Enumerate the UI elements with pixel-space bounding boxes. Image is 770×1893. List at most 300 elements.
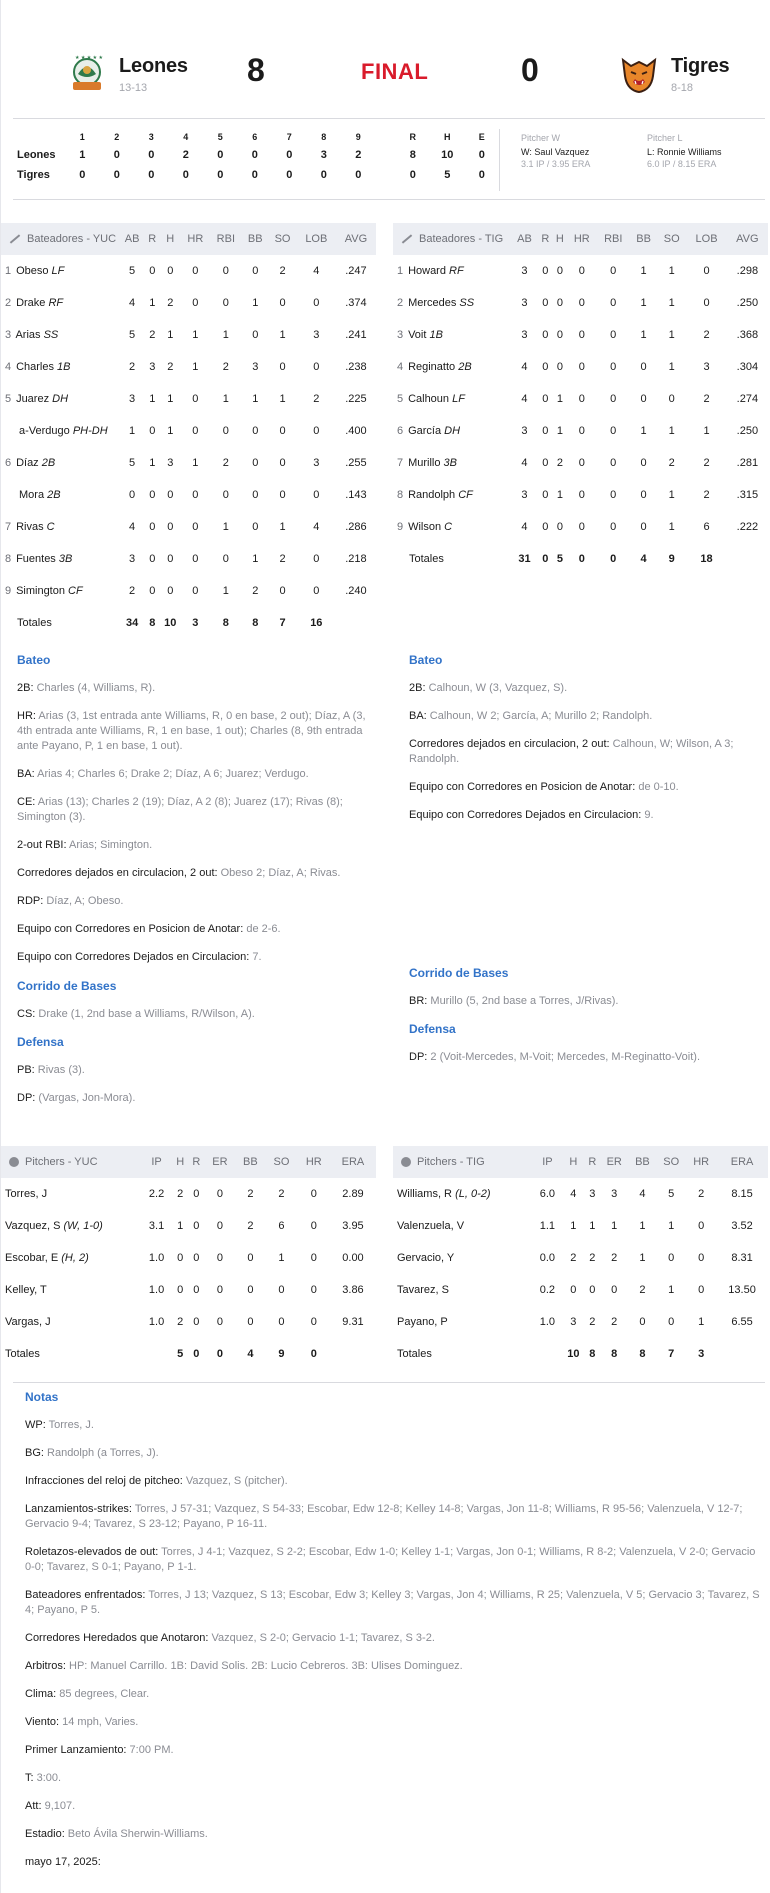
- player-cell[interactable]: [1, 511, 119, 543]
- player-name[interactable]: Rivas: [16, 521, 44, 533]
- stat-cell: 1: [192, 361, 199, 373]
- note-label: Att:: [25, 1800, 42, 1812]
- table-row: [1, 255, 376, 287]
- column-header[interactable]: SO: [663, 233, 680, 245]
- batting-title-text: Bateadores - YUC: [27, 233, 117, 245]
- player-name[interactable]: Howard: [408, 265, 446, 277]
- stat-cell: 0: [310, 1188, 317, 1200]
- table-row: [393, 1306, 768, 1338]
- pitcher-name[interactable]: Vargas, J: [5, 1316, 51, 1328]
- player-name[interactable]: Díaz: [16, 457, 39, 469]
- stat-cell: 0: [177, 1252, 184, 1264]
- player-cell[interactable]: [393, 255, 511, 287]
- batting-order: 3: [397, 329, 404, 341]
- totals-cell: 3: [698, 1348, 705, 1360]
- note-value: 9.: [641, 809, 654, 821]
- stat-cell: 1: [252, 553, 259, 565]
- pitcher-cell[interactable]: [1, 1242, 141, 1274]
- column-header[interactable]: BB: [635, 1156, 650, 1168]
- column-header[interactable]: H: [176, 1156, 185, 1168]
- player-position: 2B: [47, 489, 61, 501]
- column-header[interactable]: HR: [573, 233, 590, 245]
- player-position: DH: [444, 425, 461, 437]
- player-cell[interactable]: [393, 319, 511, 351]
- column-header[interactable]: RBI: [604, 233, 623, 245]
- stat-cell: 3: [521, 425, 528, 437]
- column-header[interactable]: AVG: [736, 233, 759, 245]
- stat-cell: 6: [703, 521, 710, 533]
- table-row: [1, 415, 376, 447]
- note-value: Rivas (3).: [34, 1064, 85, 1076]
- stat-cell: .241: [345, 329, 367, 341]
- stat-cell: 1: [668, 1220, 675, 1232]
- player-cell[interactable]: [1, 319, 119, 351]
- home-team-name: Tigres: [671, 54, 730, 77]
- player-cell[interactable]: [1, 415, 119, 447]
- stat-cell: 0: [578, 521, 585, 533]
- note-label: RDP:: [17, 895, 44, 907]
- player-cell[interactable]: [1, 383, 119, 415]
- pitcher-name[interactable]: Payano, P: [397, 1316, 448, 1328]
- inning-score: 0: [148, 169, 155, 181]
- stat-cell: .247: [345, 265, 367, 277]
- totals-cell: 34: [125, 617, 139, 629]
- section-title: Defensa: [409, 1022, 456, 1036]
- errors-header: E: [478, 132, 485, 142]
- column-header[interactable]: LOB: [305, 233, 328, 245]
- table-row: [1, 383, 376, 415]
- player-name[interactable]: Wilson: [408, 521, 442, 533]
- stat-cell: 1: [639, 1252, 646, 1264]
- stat-cell: 2: [570, 1252, 577, 1264]
- note-label: Equipo con Corredores Dejados en Circulacion:: [409, 809, 642, 821]
- player-name[interactable]: García: [408, 425, 442, 437]
- stat-cell: 1: [556, 393, 563, 405]
- stat-cell: 4: [521, 393, 528, 405]
- stat-cell: 3: [521, 265, 528, 277]
- pitcher-cell[interactable]: [393, 1274, 533, 1306]
- note-label: WP:: [25, 1419, 46, 1431]
- note-item: [409, 808, 764, 823]
- batting-order: 8: [397, 489, 404, 501]
- stat-cell: 1: [668, 521, 675, 533]
- column-header[interactable]: BB: [636, 233, 651, 245]
- stat-cell: 1: [177, 1220, 184, 1232]
- stat-cell: .143: [345, 489, 367, 501]
- column-header[interactable]: ER: [212, 1156, 228, 1168]
- note-item: [17, 795, 372, 825]
- player-cell[interactable]: [393, 383, 511, 415]
- table-row: [1, 1274, 376, 1306]
- stat-cell: 1: [222, 585, 229, 597]
- totals-cell: 4: [247, 1348, 254, 1360]
- note-value: Arias (3, 1st entrada ante Williams, R, 0 en base, 2 out); Díaz, A (3, 4th entrada ante Williams, R, 1 en base, 1 out); Charles (8, 9th entrada ante Payano, P, 1 en base, 1 out).: [17, 710, 366, 752]
- hits-total: 10: [441, 149, 454, 161]
- note-item: [17, 950, 372, 965]
- batting-order: 1: [397, 265, 404, 277]
- inning-header: 8: [321, 132, 327, 142]
- player-name[interactable]: Calhoun: [408, 393, 450, 405]
- player-cell[interactable]: [1, 351, 119, 383]
- note-label: BA:: [409, 710, 427, 722]
- stat-cell: 1: [167, 425, 174, 437]
- player-position: 2B: [41, 457, 56, 469]
- stat-cell: .400: [345, 425, 367, 437]
- stat-cell: 0: [279, 361, 286, 373]
- player-cell[interactable]: [1, 543, 119, 575]
- totals-cell: 0: [610, 553, 617, 565]
- stat-cell: 0: [640, 521, 647, 533]
- winning-pitcher-name: W: Saul Vazquez: [521, 147, 590, 157]
- column-header[interactable]: HR: [305, 1156, 322, 1168]
- stat-cell: .255: [345, 457, 367, 469]
- pitcher-name[interactable]: Escobar, E: [5, 1252, 59, 1264]
- stat-cell: 0: [610, 521, 617, 533]
- stat-cell: 1: [192, 329, 199, 341]
- note-value: Arias (13); Charles 2 (19); Díaz, A 2 (8); Juarez (17); Rivas (8); Simington (3).: [17, 796, 343, 823]
- inning-header: 1: [79, 132, 85, 142]
- note-value: Obeso 2; Díaz, A; Rivas.: [217, 867, 341, 879]
- stat-cell: 1: [668, 489, 675, 501]
- totals-cell: [727, 543, 768, 575]
- column-header[interactable]: H: [555, 233, 564, 245]
- totals-cell: [533, 1338, 562, 1370]
- batting-order: 4: [397, 361, 404, 373]
- stat-cell: 2: [167, 361, 174, 373]
- linescore-team: Leones: [17, 149, 56, 161]
- pitching-table-header: [1, 1146, 376, 1178]
- stat-cell: 0: [639, 1316, 646, 1328]
- batting-table-header: [1, 223, 376, 255]
- player-position: 1B: [57, 361, 71, 373]
- player-position: CF: [68, 585, 83, 597]
- away-team[interactable]: [65, 52, 188, 96]
- batting-order: 5: [5, 393, 12, 405]
- stat-cell: 0: [279, 585, 286, 597]
- stat-cell: 4: [521, 457, 528, 469]
- stat-cell: 0: [279, 425, 286, 437]
- pitcher-name[interactable]: Vazquez, S: [5, 1220, 61, 1232]
- stat-cell: 0: [668, 1316, 675, 1328]
- note-label: Equipo con Corredores en Posicion de Anotar:: [409, 781, 636, 793]
- stat-cell: 0: [578, 425, 585, 437]
- stat-cell: 1: [222, 521, 229, 533]
- totals-cell: [336, 607, 376, 639]
- stat-cell: 3: [129, 553, 136, 565]
- stat-cell: 0: [640, 457, 647, 469]
- player-name[interactable]: Fuentes: [16, 553, 56, 565]
- stat-cell: 0: [589, 1284, 596, 1296]
- player-position: LF: [452, 393, 465, 405]
- stat-cell: 3.86: [342, 1284, 364, 1296]
- note-value: Díaz, A; Obeso.: [43, 895, 124, 907]
- player-cell[interactable]: [1, 447, 119, 479]
- player-name[interactable]: Mora: [19, 489, 45, 501]
- stat-cell: 0: [192, 553, 199, 565]
- player-name[interactable]: Juarez: [16, 393, 50, 405]
- stat-cell: 1.0: [148, 1284, 165, 1296]
- table-row: [393, 1178, 768, 1210]
- column-header[interactable]: IP: [151, 1156, 162, 1168]
- batting-title: [1, 223, 119, 255]
- totals-cell: 0: [193, 1348, 200, 1360]
- note-item: [17, 681, 372, 696]
- stat-cell: 0: [192, 393, 199, 405]
- section-title: Corrido de Bases: [409, 966, 509, 980]
- stat-cell: 1: [279, 329, 286, 341]
- note-item: [17, 838, 372, 853]
- player-cell[interactable]: [1, 575, 119, 607]
- stat-cell: 0: [668, 1252, 675, 1264]
- stat-cell: 2: [313, 393, 320, 405]
- stat-cell: 2: [639, 1284, 646, 1296]
- pitcher-cell[interactable]: [1, 1306, 141, 1338]
- player-cell[interactable]: [1, 287, 119, 319]
- player-name[interactable]: a-Verdugo: [19, 425, 70, 437]
- column-header[interactable]: BB: [247, 233, 263, 245]
- note-label: BR:: [409, 995, 428, 1007]
- column-header[interactable]: SO: [273, 1156, 290, 1168]
- stat-cell: 0: [578, 265, 585, 277]
- column-header[interactable]: ERA: [730, 1156, 754, 1168]
- player-name[interactable]: Reginatto: [408, 361, 456, 373]
- batting-order: 3: [5, 329, 12, 341]
- home-score: 0: [521, 52, 539, 88]
- column-header[interactable]: AVG: [344, 233, 368, 245]
- player-name[interactable]: Charles: [16, 361, 54, 373]
- stat-cell: 0: [247, 1284, 254, 1296]
- note-item: [25, 1743, 761, 1758]
- stat-cell: 0: [542, 425, 549, 437]
- note-label: T:: [25, 1772, 34, 1784]
- stat-cell: 0: [279, 297, 286, 309]
- note-item: [409, 994, 764, 1009]
- stat-cell: 0: [252, 329, 259, 341]
- note-label: BG:: [25, 1447, 44, 1459]
- table-row: [1, 511, 376, 543]
- totals-row: [393, 1338, 768, 1370]
- column-header[interactable]: H: [166, 233, 175, 245]
- player-name[interactable]: Drake: [16, 297, 46, 309]
- player-cell[interactable]: [1, 255, 119, 287]
- column-header[interactable]: BB: [243, 1156, 258, 1168]
- pitcher-name[interactable]: Kelley, T: [5, 1284, 47, 1296]
- stat-cell: 0: [247, 1316, 254, 1328]
- note-label: Corredores dejados en circulacion, 2 out:: [17, 867, 218, 879]
- stat-cell: 0: [193, 1220, 200, 1232]
- pitcher-name[interactable]: Tavarez, S: [397, 1284, 449, 1296]
- table-row: [393, 447, 768, 479]
- note-item: [25, 1715, 761, 1730]
- player-cell[interactable]: [393, 351, 511, 383]
- stat-cell: 0: [668, 393, 675, 405]
- stat-cell: 1: [149, 457, 156, 469]
- pitcher-cell[interactable]: [393, 1210, 533, 1242]
- linescore: [13, 118, 765, 200]
- pitcher-cell[interactable]: [393, 1178, 533, 1210]
- inning-header: 3: [148, 132, 154, 142]
- player-position: RF: [48, 297, 64, 309]
- column-header[interactable]: AB: [517, 233, 532, 245]
- stat-cell: 0: [542, 329, 549, 341]
- totals-cell: 10: [567, 1348, 580, 1360]
- column-header[interactable]: HR: [693, 1156, 710, 1168]
- column-header[interactable]: R: [541, 233, 550, 245]
- stat-cell: 0: [313, 489, 320, 501]
- player-name[interactable]: Arias: [15, 329, 41, 341]
- note-label: 2B:: [17, 682, 34, 694]
- column-header[interactable]: RBI: [216, 233, 236, 245]
- stat-cell: 0: [247, 1252, 254, 1264]
- note-value: Murillo (5, 2nd base a Torres, J/Rivas).: [427, 995, 619, 1007]
- note-item: [17, 1007, 372, 1022]
- column-header[interactable]: R: [192, 1156, 201, 1168]
- table-row: [393, 319, 768, 351]
- table-row: [1, 543, 376, 575]
- column-header[interactable]: R: [148, 233, 157, 245]
- player-position: 3B: [443, 457, 457, 469]
- stat-cell: 0: [610, 265, 617, 277]
- column-header[interactable]: SO: [663, 1156, 680, 1168]
- stat-cell: 3: [521, 489, 528, 501]
- losing-pitcher[interactable]: [647, 133, 722, 169]
- totals-cell: [716, 1338, 768, 1370]
- home-team-record: 8-18: [671, 81, 694, 94]
- batting-table-body: [1, 255, 376, 639]
- totals-row: [393, 543, 768, 575]
- totals-cell: [141, 1338, 172, 1370]
- note-item: [25, 1855, 761, 1870]
- column-header[interactable]: AB: [124, 233, 140, 245]
- column-header[interactable]: IP: [542, 1156, 553, 1168]
- leones-logo: [65, 52, 109, 96]
- note-label: CE:: [17, 796, 36, 808]
- player-name[interactable]: Voit: [408, 329, 427, 341]
- totals-cell: 31: [518, 553, 531, 565]
- player-cell[interactable]: [393, 415, 511, 447]
- column-header[interactable]: H: [569, 1156, 578, 1168]
- notes-section: [17, 979, 372, 1022]
- stat-cell: 2: [703, 489, 710, 501]
- pitcher-name[interactable]: Torres, J: [5, 1188, 48, 1200]
- pitcher-name[interactable]: Williams, R: [397, 1188, 452, 1200]
- player-name[interactable]: Murillo: [408, 457, 441, 469]
- stat-cell: 4: [521, 361, 528, 373]
- pitcher-cell[interactable]: [1, 1274, 141, 1306]
- note-value: Torres, J.: [45, 1419, 94, 1431]
- pitcher-cell[interactable]: [393, 1306, 533, 1338]
- stat-cell: 1: [556, 425, 563, 437]
- player-position: CF: [458, 489, 473, 501]
- linescore-row-home: [13, 165, 499, 185]
- table-row: [393, 479, 768, 511]
- stat-cell: 2: [668, 457, 675, 469]
- note-item: [25, 1474, 761, 1489]
- player-name[interactable]: Randolph: [408, 489, 456, 501]
- linescore-divider: [499, 129, 500, 191]
- stat-cell: 0: [216, 1284, 223, 1296]
- stat-cell: 3: [703, 361, 710, 373]
- note-label: HR:: [17, 710, 36, 722]
- divider: [13, 1382, 765, 1383]
- column-header[interactable]: HR: [187, 233, 204, 245]
- pitcher-name[interactable]: Gervacio, Y: [397, 1252, 455, 1264]
- totals-label: Totales: [5, 1348, 40, 1360]
- stat-cell: 0: [252, 425, 259, 437]
- stat-cell: 1: [149, 393, 156, 405]
- stat-cell: 3.1: [148, 1220, 165, 1232]
- runs-total: 0: [409, 169, 416, 181]
- player-name[interactable]: Simington: [16, 585, 65, 597]
- player-name[interactable]: Mercedes: [408, 297, 457, 309]
- player-cell[interactable]: [393, 447, 511, 479]
- note-item: [25, 1631, 761, 1646]
- stat-cell: 0: [149, 553, 156, 565]
- note-value: Randolph (a Torres, J).: [43, 1447, 159, 1459]
- player-cell[interactable]: [1, 479, 119, 511]
- note-item: [25, 1799, 761, 1814]
- stat-cell: 1: [278, 1252, 285, 1264]
- note-value: Calhoun, W (3, Vazquez, S).: [425, 682, 568, 694]
- column-header[interactable]: ERA: [341, 1156, 365, 1168]
- inning-header: 4: [183, 132, 189, 142]
- totals-cell: 16: [310, 617, 323, 629]
- stat-cell: 1: [570, 1220, 577, 1232]
- note-value: Torres, J 4-1; Vazquez, S 2-2; Escobar, Edw 1-0; Kelley 1-1; Vargas, Jon 0-1; Williams, R 8-2; Valenzuela, V 2-0; Gervacio 0-0; Tavarez, S 0-1; Payano, P 1-1.: [25, 1546, 756, 1573]
- away-team-record: 13-13: [119, 81, 148, 94]
- totals-cell: 0: [216, 1348, 223, 1360]
- player-cell[interactable]: [393, 479, 511, 511]
- stat-cell: 0: [640, 393, 647, 405]
- stat-cell: 4: [570, 1188, 577, 1200]
- stat-cell: 5: [668, 1188, 675, 1200]
- stat-cell: 0: [252, 265, 259, 277]
- note-value: Torres, J 57-31; Vazquez, S 54-33; Escobar, Edw 12-8; Kelley 14-8; Vargas, Jon 11-8; Williams, R 95-56; Valenzuela, V 12-7; Gervacio 9-4; Tavarez, S 23-12; Payano, P 16-11.: [25, 1503, 743, 1530]
- note-value: 2 (Voit-Mercedes, M-Voit; Mercedes, M-Reginatto-Voit).: [427, 1051, 700, 1063]
- stat-cell: 0: [610, 297, 617, 309]
- home-team[interactable]: [617, 52, 729, 96]
- player-name[interactable]: Obeso: [16, 265, 49, 277]
- pitcher-cell[interactable]: [393, 1242, 533, 1274]
- totals-cell: 8: [149, 617, 156, 629]
- pitcher-cell[interactable]: [1, 1178, 141, 1210]
- stat-cell: 0: [252, 457, 259, 469]
- note-item: [25, 1418, 761, 1433]
- column-header[interactable]: SO: [274, 233, 291, 245]
- winning-pitcher[interactable]: [521, 133, 590, 169]
- stat-cell: 0: [222, 265, 229, 277]
- stat-cell: 1: [640, 329, 647, 341]
- player-cell[interactable]: [393, 287, 511, 319]
- pitcher-cell[interactable]: [1, 1210, 141, 1242]
- stat-cell: 2: [589, 1252, 596, 1264]
- column-header[interactable]: ER: [606, 1156, 622, 1168]
- pitching-table-header: [393, 1146, 768, 1178]
- player-cell[interactable]: [393, 511, 511, 543]
- stat-cell: 0: [192, 425, 199, 437]
- pitcher-name[interactable]: Valenzuela, V: [397, 1220, 465, 1232]
- stat-cell: .274: [736, 393, 759, 405]
- note-value: de 0-10.: [635, 781, 679, 793]
- note-value: de 2-6.: [243, 923, 281, 935]
- stat-cell: 2: [703, 393, 710, 405]
- notes-section: [409, 1022, 764, 1065]
- stat-cell: .218: [345, 553, 367, 565]
- column-header[interactable]: LOB: [695, 233, 718, 245]
- stat-cell: .368: [736, 329, 759, 341]
- stat-cell: 8.31: [731, 1252, 753, 1264]
- column-header[interactable]: R: [588, 1156, 597, 1168]
